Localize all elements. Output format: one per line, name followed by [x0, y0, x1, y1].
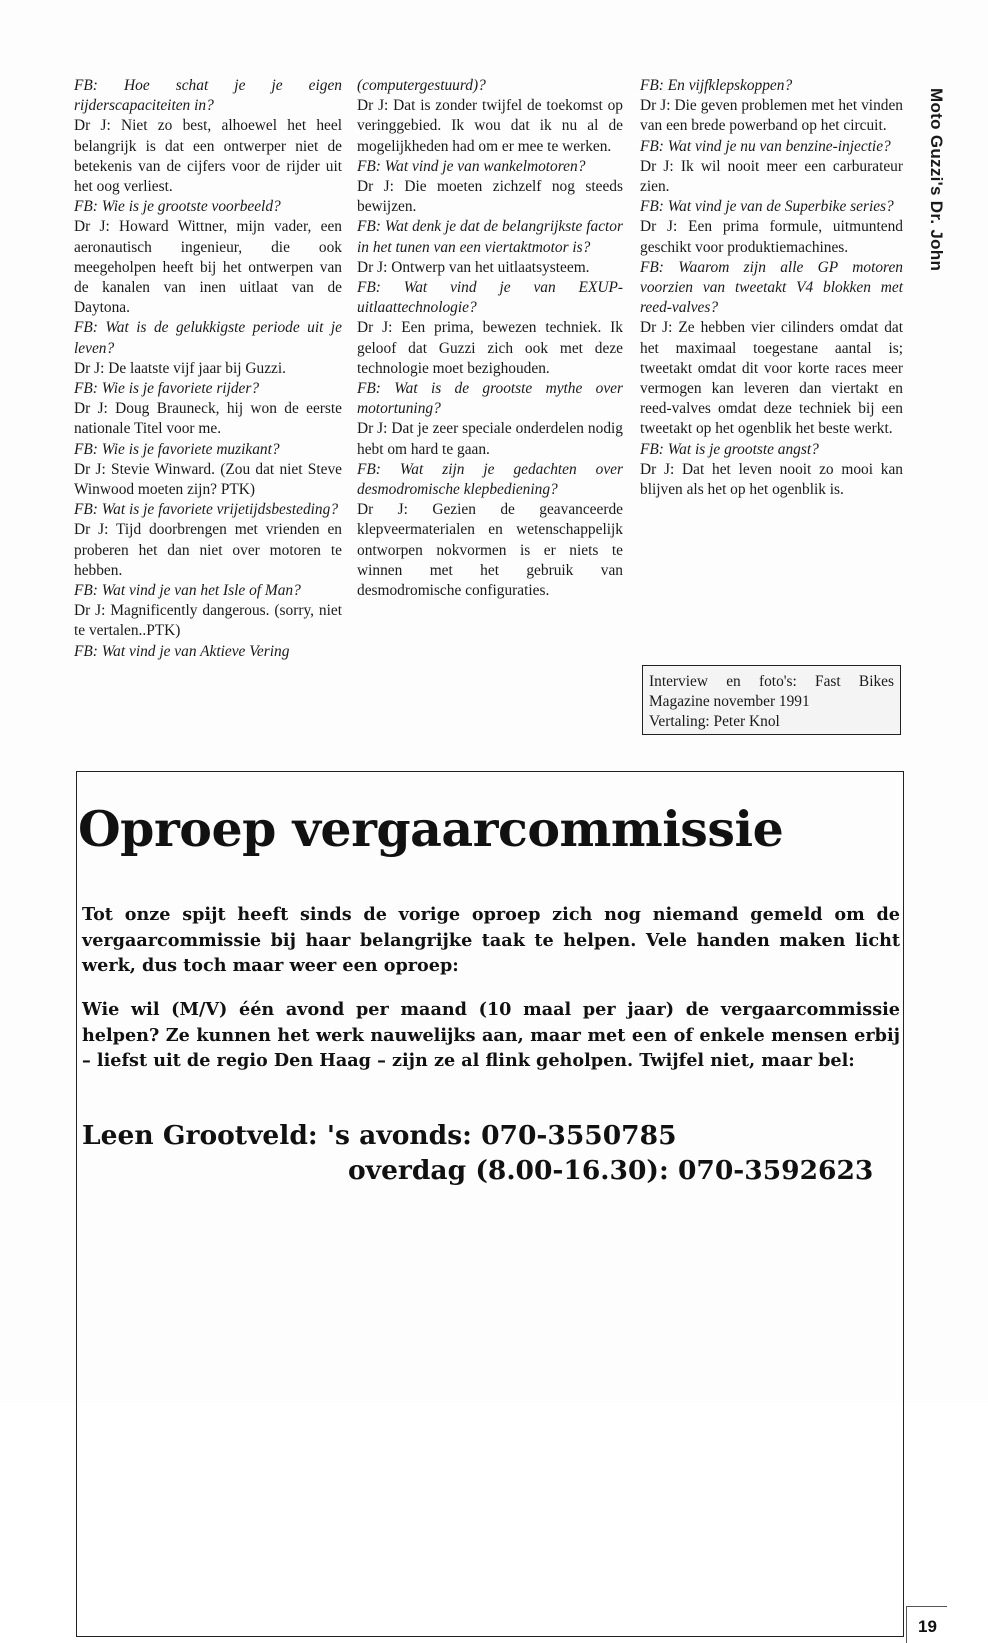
interview-question: FB: Wat zijn je gedachten over desmodromische klepbediening?	[357, 460, 623, 499]
interview-question: FB: Wat vind je van de Superbike series?	[640, 198, 894, 216]
interview-answer: Dr J: Een prima formule, uitmuntend geschikt voor produktiemachines.	[640, 218, 903, 256]
interview-question: FB: Wie is je favoriete rijder?	[74, 380, 260, 398]
interview-answer: Dr J: Die geven problemen met het vinden van een brede powerband op het circuit.	[640, 97, 903, 135]
interview-answer: Dr J: De laatste vijf jaar bij Guzzi.	[74, 359, 286, 377]
interview-question: FB: Hoe schat je je eigen rijderscapaciteiten in?	[74, 77, 342, 115]
interview-answer: Dr J: Die moeten zichzelf nog steeds bewijzen.	[357, 178, 623, 216]
interview-answer: Dr J: Ontwerp van het uitlaatsysteem.	[357, 258, 590, 276]
interview-question: FB: En vijfklepskoppen?	[640, 77, 793, 94]
interview-answer: Dr J: Magnificently dangerous. (sorry, niet te vertalen..PTK)	[74, 602, 342, 640]
notice-paragraph-2: Wie wil (M/V) één avond per maand (10 maal per jaar) de vergaarcommissie helpen? Ze kunnen het werk nauwelijks aan, maar met een of enkele mensen erbij – liefst uit de regio Den Haag – zijn ze al flink geholpen. Twijfel niet, maar bel:	[82, 999, 900, 1072]
notice-box	[76, 771, 904, 1637]
contact-evening: Leen Grootveld: 's avonds: 070-3550785	[82, 1120, 677, 1151]
interview-answer: Dr J: Stevie Winward. (Zou dat niet Steve Winwood moeten zijn? PTK)	[74, 460, 342, 499]
interview-question: FB: Wat is je grootste angst?	[640, 440, 819, 458]
notice-title: Oproep vergaarcommissie	[78, 800, 784, 858]
interview-answer: Dr J: Dat het leven nooit zo mooi kan blijven als het op het ogenblik is.	[640, 460, 903, 499]
interview-question: FB: Wat denk je dat de belangrijkste factor in het tunen van een viertaktmotor is?	[357, 218, 623, 256]
interview-question: FB: Wat is de gelukkigste periode uit je leven?	[74, 319, 342, 357]
credit-source: Interview en foto's: Fast Bikes Magazine november 1991	[649, 673, 894, 710]
side-running-title: Moto Guzzi's Dr. John	[927, 88, 946, 272]
interview-answer: Dr J: Niet zo best, alhoewel het heel belangrijk is dat een ontwerper niet de betekenis van de cijfers voor de rijder uit het oog verliest.	[74, 117, 342, 196]
interview-question: (computergestuurd)?	[357, 77, 486, 94]
interview-question: FB: Wat vind je van EXUP-uitlaattechnologie?	[357, 279, 623, 317]
interview-answer: Dr J: Doug Brauneck, hij won de eerste nationale Titel voor me.	[74, 400, 342, 438]
notice-paragraph-1: Tot onze spijt heeft sinds de vorige oproep zich nog niemand gemeld om de vergaarcommissie bij haar belangrijke taak te helpen. Vele handen maken licht werk, dus toch maar weer een oproep:	[82, 904, 900, 977]
interview-answer: Dr J: Tijd doorbrengen met vrienden en proberen het dan niet over motoren te hebben.	[74, 521, 342, 579]
interview-question: FB: Wat vind je nu van benzine-injectie?	[640, 137, 891, 155]
interview-answer: Dr J: Howard Wittner, mijn vader, een aeronautisch ingenieur, die ook meegeholpen heeft bij het ontwerpen van de kanalen van inen uitlaat van de Daytona.	[74, 218, 342, 317]
interview-question: FB: Wat is de grootste mythe over motortuning?	[357, 380, 623, 418]
credit-translation: Vertaling: Peter Knol	[649, 713, 780, 730]
interview-question: FB: Wat is je favoriete vrijetijdsbesteding?	[74, 501, 339, 519]
page-number: 19	[918, 1617, 937, 1636]
interview-question: FB: Wie is je grootste voorbeeld?	[74, 198, 281, 216]
interview-question: FB: Waarom zijn alle GP motoren voorzien van tweetakt V4 blokken met reed-valves?	[640, 258, 903, 317]
interview-question: FB: Wat vind je van het Isle of Man?	[74, 582, 301, 600]
interview-answer: Dr J: Ik wil nooit meer een carburateur zien.	[640, 157, 903, 196]
interview-column-3	[640, 76, 903, 500]
interview-answer: Dr J: Ze hebben vier cilinders omdat dat het maximaal toegestane aantal is; tweetakt omdat dit voor korte races meer vermogen kan leveren dan viertakt en reed-valves omdat deze techniek bij een tweetakt op het ogenblik het beste werkt.	[640, 319, 903, 438]
credit-box	[642, 665, 901, 735]
interview-answer: Dr J: Gezien de geavanceerde klepveermaterialen en wetenschappelijk ontworpen nokvormen is er niets te winnen met het gebruik van desmodromische configuraties.	[357, 501, 623, 600]
interview-question: FB: Wat vind je van Aktieve Vering	[74, 642, 290, 660]
interview-answer: Dr J: Dat is zonder twijfel de toekomst op veringgebied. Ik wou dat ik nu al de mogelijkheden had om er mee te werken.	[357, 97, 623, 155]
interview-question: FB: Wie is je favoriete muzikant?	[74, 440, 280, 458]
contact-daytime: overdag (8.00-16.30): 070-3592623	[348, 1155, 874, 1186]
interview-answer: Dr J: Dat je zeer speciale onderdelen nodig hebt om hard te gaan.	[357, 420, 623, 458]
interview-column-2	[357, 76, 623, 601]
interview-column-1	[74, 76, 342, 662]
interview-answer: Dr J: Een prima, bewezen techniek. Ik geloof dat Guzzi zich ook met deze technologie moet bezighouden.	[357, 319, 623, 377]
interview-question: FB: Wat vind je van wankelmotoren?	[357, 157, 586, 175]
